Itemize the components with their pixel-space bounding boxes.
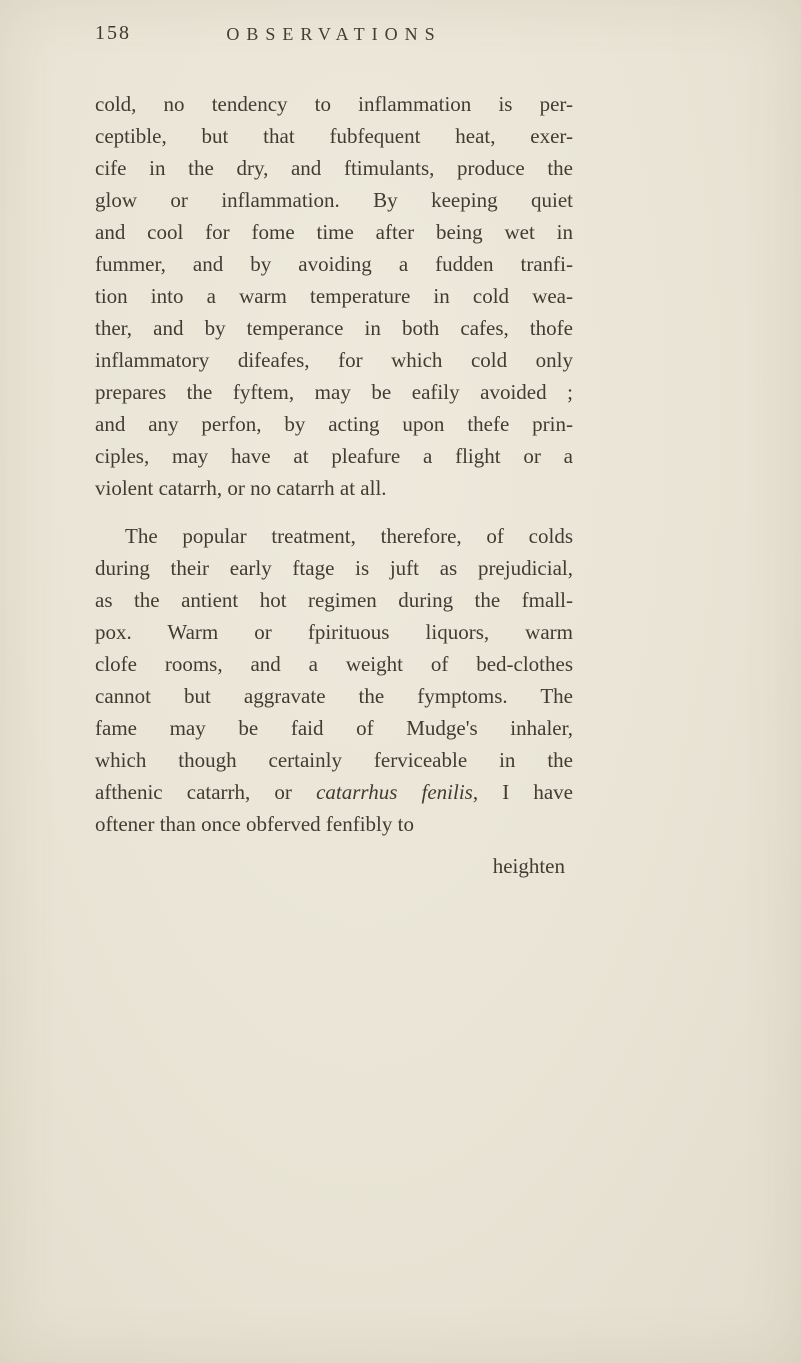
page-number: 158 [95,22,131,44]
page-header [95,22,573,52]
text-line: cold, no tendency to inflammation is per- [95,92,573,116]
text-line: cannot but aggravate the fymptoms. The [95,684,573,708]
text-line: cife in the dry, and ftimulants, produce the [95,156,573,180]
text-line: afthenic catarrh, or catarrhus fenilis, I have [95,780,574,804]
running-title: OBSERVATIONS [226,24,442,44]
body-text [95,88,573,840]
text-line: pox. Warm or fpirituous liquors, warm [95,620,573,644]
text-line: ther, and by temperance in both cafes, thofe [95,316,573,340]
text-line: during their early ftage is juft as prejudicial, [95,556,573,580]
text-line: ciples, may have at pleafure a flight or a [95,444,573,468]
text-line: ceptible, but that fubfequent heat, exer- [95,124,573,148]
text-line: oftener than once obferved fenfibly to [95,812,414,836]
text-line: and cool for fome time after being wet in [95,220,573,244]
catchword: heighten [492,854,565,878]
paragraph [95,88,573,504]
text-line: and any perfon, by acting upon thefe prin- [95,412,573,436]
paragraph [95,520,573,840]
text-line: as the antient hot regimen during the fmall- [95,588,573,612]
text-line: The popular treatment, therefore, of colds [125,524,573,548]
page-content [95,22,573,882]
text-line: violent catarrh, or no catarrh at all. [95,476,387,500]
text-line: which though certainly ferviceable in the [95,748,573,772]
text-line: glow or inflammation. By keeping quiet [95,188,573,212]
text-line: fummer, and by avoiding a fudden tranfi- [95,252,573,276]
text-line: inflammatory difeafes, for which cold only [95,348,573,372]
text-line: prepares the fyftem, may be eafily avoided ; [95,380,573,404]
text-line: fame may be faid of Mudge's inhaler, [95,716,573,740]
text-line: tion into a warm temperature in cold wea- [95,284,573,308]
text-line: clofe rooms, and a weight of bed-clothes [95,652,573,676]
